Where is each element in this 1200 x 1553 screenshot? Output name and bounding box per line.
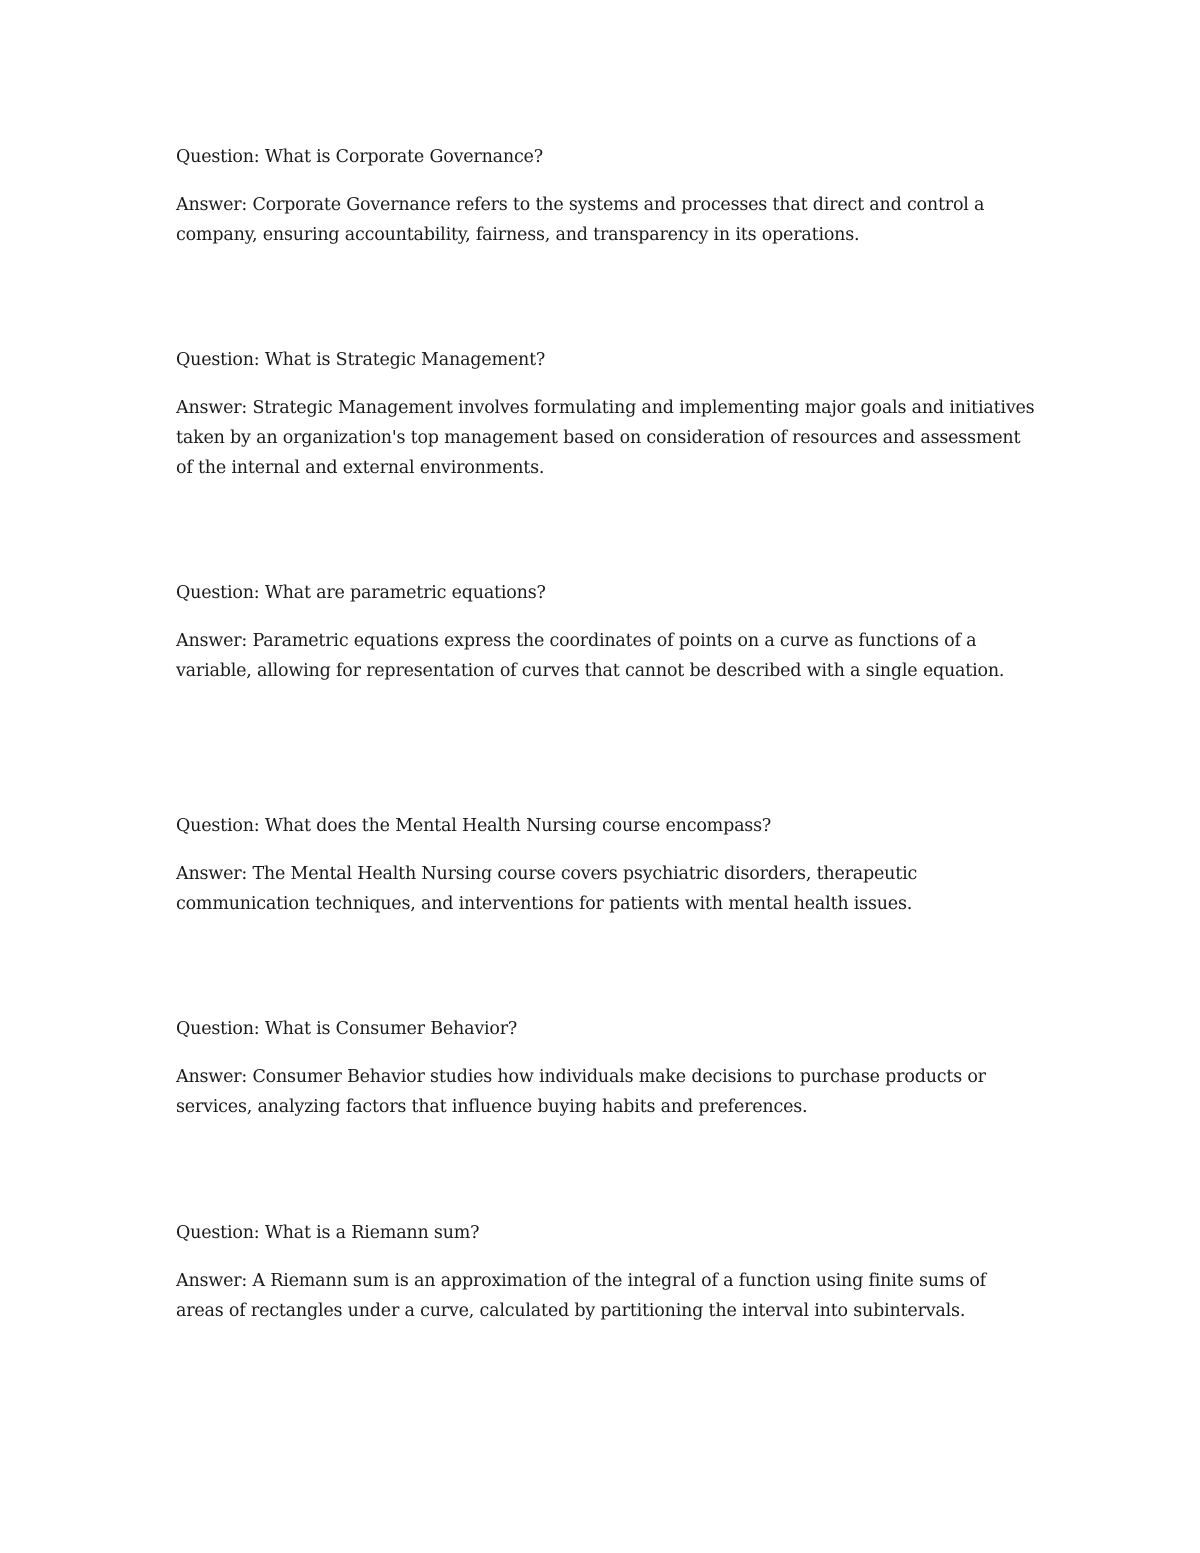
question-text: Question: What is Corporate Governance? xyxy=(176,147,543,167)
qa-item xyxy=(176,578,1036,686)
question-text: Question: What are parametric equations? xyxy=(176,583,546,603)
question-text: Question: What is Consumer Behavior? xyxy=(176,1019,518,1039)
qa-item xyxy=(176,1014,1036,1122)
qa-item xyxy=(176,142,1036,250)
qa-item xyxy=(176,811,1036,919)
question-text: Question: What is Strategic Management? xyxy=(176,350,546,370)
answer-text: Answer: Consumer Behavior studies how individuals make decisions to purchase products or services, analyzing factors that influence buying habits and preferences. xyxy=(176,1067,986,1117)
answer-text: Answer: A Riemann sum is an approximation of the integral of a function using finite sums of areas of rectangles under a curve, calculated by partitioning the interval into subintervals. xyxy=(176,1271,986,1321)
answer-text: Answer: Strategic Management involves formulating and implementing major goals and initiatives taken by an organization's top management based on consideration of resources and assessment of the internal and external environments. xyxy=(176,398,1035,478)
question-text: Question: What is a Riemann sum? xyxy=(176,1223,480,1243)
answer-text: Answer: Parametric equations express the coordinates of points on a curve as functions of a variable, allowing for representation of curves that cannot be described with a single equation. xyxy=(176,631,1005,681)
qa-item xyxy=(176,1218,1036,1326)
qa-item xyxy=(176,345,1036,483)
question-text: Question: What does the Mental Health Nursing course encompass? xyxy=(176,816,772,836)
answer-text: Answer: Corporate Governance refers to the systems and processes that direct and control a company, ensuring accountability, fairness, and transparency in its operations. xyxy=(176,195,985,245)
answer-text: Answer: The Mental Health Nursing course covers psychiatric disorders, therapeutic communication techniques, and interventions for patients with mental health issues. xyxy=(176,864,918,914)
